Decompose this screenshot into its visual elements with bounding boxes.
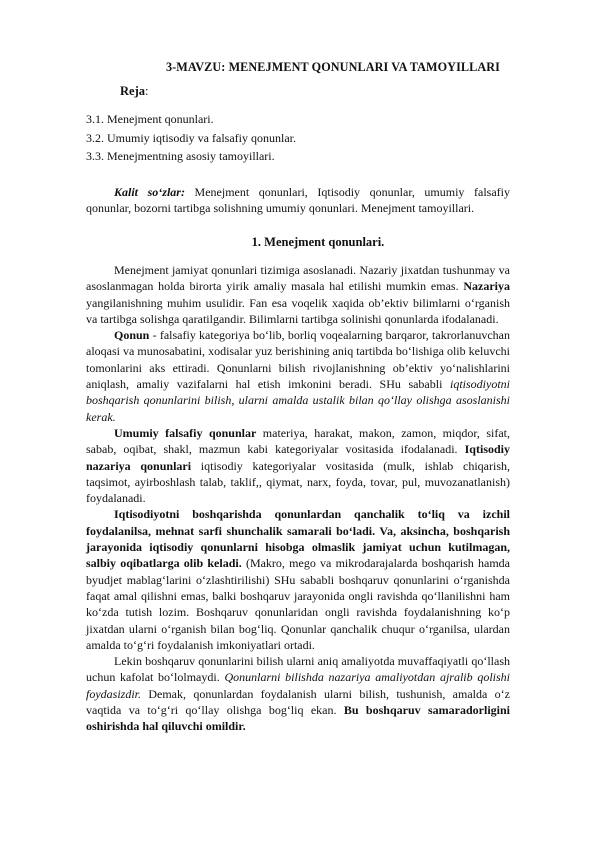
paragraph-1 [86, 262, 510, 327]
paragraph-2 [86, 327, 510, 425]
paragraph-5 [86, 653, 510, 734]
plan-item: 3.1. Menejment qonunlari. [86, 112, 214, 126]
keywords-paragraph [86, 184, 510, 217]
p5-bold-text: Bu boshqaruv samaradorligini oshirishda hal qiluvchi omildir. [86, 703, 510, 734]
plan-item: 3.2. Umumiy iqtisodiy va falsafiy qonunlar. [86, 130, 296, 145]
plan-item: 3.3. Menejmentning asosiy tamoyillari. [86, 149, 275, 163]
p1-text-c: yangilanishning muhim usulidir. Fan esa voqelik xaqida ob’ektiv bilimlarni o‘rganish va tartibga solishga qaratilgandir. Bilimlarni tartibga solinishi qonunlarda ifodalanadi. [86, 295, 510, 326]
p3-bold-term-2: Iqtisodiy nazariya qonunlari [86, 442, 510, 473]
plan-list [86, 110, 296, 166]
plan-colon: : [145, 84, 149, 98]
p1-bold-term: Nazariya [463, 279, 510, 294]
body-text [86, 262, 510, 735]
p5-text-a: Lekin boshqaruv qonunlarini bilish ularni aniq amaliyotda muvaffaqiyatli qo‘llash uchun kafolat bo‘lolmaydi. [86, 654, 510, 685]
plan-label: Reja [120, 84, 145, 98]
p2-italic-text: iqtisodiyotni boshqarish qonunlarini bilish, ularni amalda ustalik bilan qo‘llay olishga asoslanishi kerak. [86, 377, 510, 424]
keywords-text: Menejment qonunlari, Iqtisodiy qonunlar, umumiy falsafiy qonunlar, bozorni tartibga solishning umumiy qonunlari. Menejment tamoyillari. [86, 185, 511, 216]
p3-text-d: iqtisodiy kategoriyalar vositasida (mulk, ishlab chiqarish, taqsimot, ayirboshlash talab, taklif,, qiymat, narx, foyda, tovar, pul, muvozanatlanish) foydalanadi. [86, 458, 510, 506]
p2-text-b: - falsafiy kategoriya bo‘lib, borliq voqealarning barqaror, takrorlanuvchan aloqasi va munosabatini, xodisalar yuz berishining aniq tartibda bo‘lishiga olib keluvchi tomonlarini aks ettiradi. Qonunlarni bilish rivojlanishning ob’ektiv yo‘nalishlarini aniqlash, amaliy vazifalarni hal etish imkonini beradi. SHu sababli [86, 328, 510, 392]
keywords-label: Kalit so‘zlar: [114, 185, 185, 199]
p4-bold-text: Iqtisodiyotni boshqarishda qonunlardan qanchalik to‘liq va izchil foydalanilsa, mehnat sarfi shunchalik samarali bo‘ladi. Va, aksincha, boshqarish jarayonida iqtisodiy qonunlarni hisobga olmaslik jamiyat uchun kutilmagan, salbiy oqibatlarga olib keladi. [86, 507, 510, 571]
p5-text-c: Demak, qonunlardan foydalanish ularni bilish, tushunish, amalda o‘z vaqtida va to‘g‘ri qo‘llay olishga bog‘liq ekan. [86, 686, 510, 718]
p4-text-b: (Makro, mego va mikrodarajalarda boshqarish hamda byudjet mablag‘larini o‘zlashtirilishi) SHu sababli boshqaruv qonunlarini o‘rganishda faqat amal qilishni emas, balki boshqaruv jarayonida ongli ravishda qo‘llanilishni ham ko‘zda tutish lozim. Boshqaruv qonunlaridan ongli ravishda foydalanishning ko‘p jixatdan ularni o‘rganish bilan bog‘liq. Qonunlar qanchalik chuqur o‘rganilsa, ulardan amalda to‘g‘ri foydalanish imkoniyatlari ortadi. [86, 556, 510, 652]
plan-heading [120, 84, 148, 99]
keywords-block [86, 184, 510, 217]
section-heading: 1. Menejment qonunlari. [251, 235, 385, 249]
p2-bold-term: Qonun [114, 328, 150, 343]
document-title: 3-MAVZU: MENEJMENT QONUNLARI VA TAMOYILLARI [165, 60, 501, 74]
p5-italic-text: Qonunlarni bilishda nazariya amaliyotdan ajralib qolishi foydasizdir. [86, 670, 510, 701]
p3-bold-term-1: Umumiy falsafiy qonunlar [114, 425, 257, 440]
paragraph-3 [86, 425, 510, 506]
p1-text-a: Menejment jamiyat qonunlari tizimiga asoslanadi. Nazariy jixatdan tushunmay va asoslanmagan holda birorta yirik amaliy masala hal etilishi mumkin emas. [86, 263, 510, 294]
p3-text-b: materiya, harakat, makon, zamon, miqdor, sifat, sabab, oqibat, shakl, mazmun kabi kategoriyalar vositasida ifodalanadi. [86, 425, 510, 457]
paragraph-4 [86, 506, 510, 653]
